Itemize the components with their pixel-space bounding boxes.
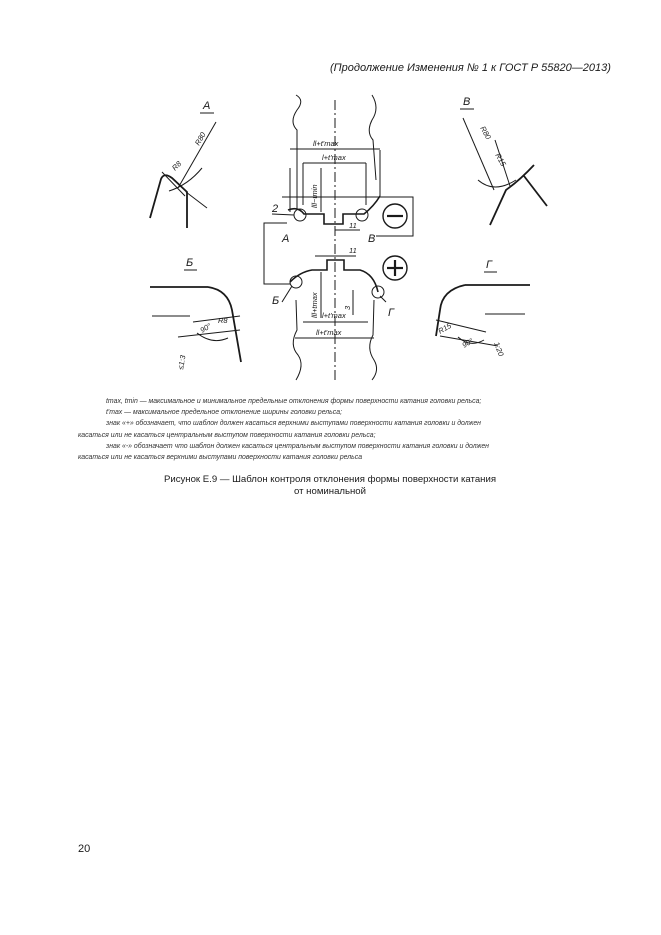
leader-g <box>380 296 386 302</box>
note-line: t'max — максимальное предельное отклонение ширины головки рельса; <box>106 409 342 417</box>
label-a: А <box>282 233 290 245</box>
rail-left-edge-top <box>293 95 301 210</box>
figure-caption-line2: от номинальной <box>294 486 366 497</box>
point-v-marker <box>356 209 368 221</box>
note-line: касаться или не касаться центральным выступом поверхности катания головки рельса; <box>78 431 376 439</box>
ref-2: 2 <box>272 203 279 215</box>
note-line: знак «+» обозначает, что шаблон должен касаться верхними выступами поверхности катания головки и должен <box>106 420 481 428</box>
bottom-template-profile <box>290 260 378 292</box>
detail-v <box>460 96 547 225</box>
detail-g <box>436 259 530 358</box>
dim-11-top: 11 <box>349 221 357 230</box>
detail-a-r80-leader <box>178 122 216 188</box>
leader-b <box>282 286 292 302</box>
running-header: (Продолжение Изменения № 1 к ГОСТ Р 55820—2013) <box>330 62 611 74</box>
rail-right-edge-bottom <box>370 300 377 380</box>
detail-g-r15: R15 <box>436 321 453 336</box>
dim-3: 3 <box>343 305 352 310</box>
detail-a-r8: R8 <box>170 159 184 173</box>
figure-caption <box>120 474 540 498</box>
note-line: tmax, tmin — максимальное и минимальное предельные отклонения формы поверхности катания головки рельса; <box>106 398 482 405</box>
figure-caption-line1: Рисунок Е.9 — Шаблон контроля отклонения формы поверхности катания <box>163 474 497 485</box>
dim-bottom-vert: lll+tmax <box>310 292 319 318</box>
detail-a-tangent <box>186 192 207 208</box>
detail-a-r8-leader <box>162 172 185 196</box>
note-line: знак «-» обозначает что шаблон должен касаться центральным выступом поверхности катания головки и должен <box>106 442 489 450</box>
detail-b-r8: R8 <box>218 316 228 325</box>
dim-11-bottom: 11 <box>349 246 357 255</box>
detail-g-label: Г <box>486 259 492 271</box>
dim-bottom-inner: l+t'max <box>322 311 346 320</box>
figure-e9-drawing <box>0 0 661 400</box>
detail-v-r80: R80 <box>478 124 493 141</box>
figure-notes <box>78 396 616 463</box>
detail-b <box>150 257 241 370</box>
detail-b-angle: 90° <box>198 321 213 335</box>
detail-a <box>150 100 216 228</box>
detail-b-slope: ≤1:3 <box>176 354 188 371</box>
detail-v-r15: R15 <box>493 151 508 168</box>
dim-bottom-outer: ll+t'max <box>316 328 342 337</box>
dim-vert-left: lll−tmin <box>310 184 319 208</box>
rail-left-edge-bottom <box>293 300 301 380</box>
detail-v-flank <box>524 176 547 206</box>
detail-b-label: Б <box>186 257 194 269</box>
detail-v-label: В <box>463 96 471 108</box>
label-g: Г <box>388 307 394 319</box>
detail-a-label: А <box>203 100 211 112</box>
label-b: Б <box>272 295 280 307</box>
detail-a-profile <box>150 175 187 228</box>
rail-right-edge-top <box>369 95 376 180</box>
detail-g-slope: 1:20 <box>492 340 506 358</box>
detail-v-profile <box>490 165 534 225</box>
note-line: касаться или не касаться верхними выступами поверхности катания головки рельса <box>78 454 363 462</box>
detail-a-r80: R80 <box>192 130 208 147</box>
center-drawing <box>264 95 413 380</box>
page-number: 20 <box>78 843 91 855</box>
dim-top-outer: ll+t'max <box>313 139 339 148</box>
dim-top-inner: l+t'max <box>322 153 346 162</box>
label-v: В <box>368 233 376 245</box>
detail-g-angle: 90° <box>460 336 475 350</box>
